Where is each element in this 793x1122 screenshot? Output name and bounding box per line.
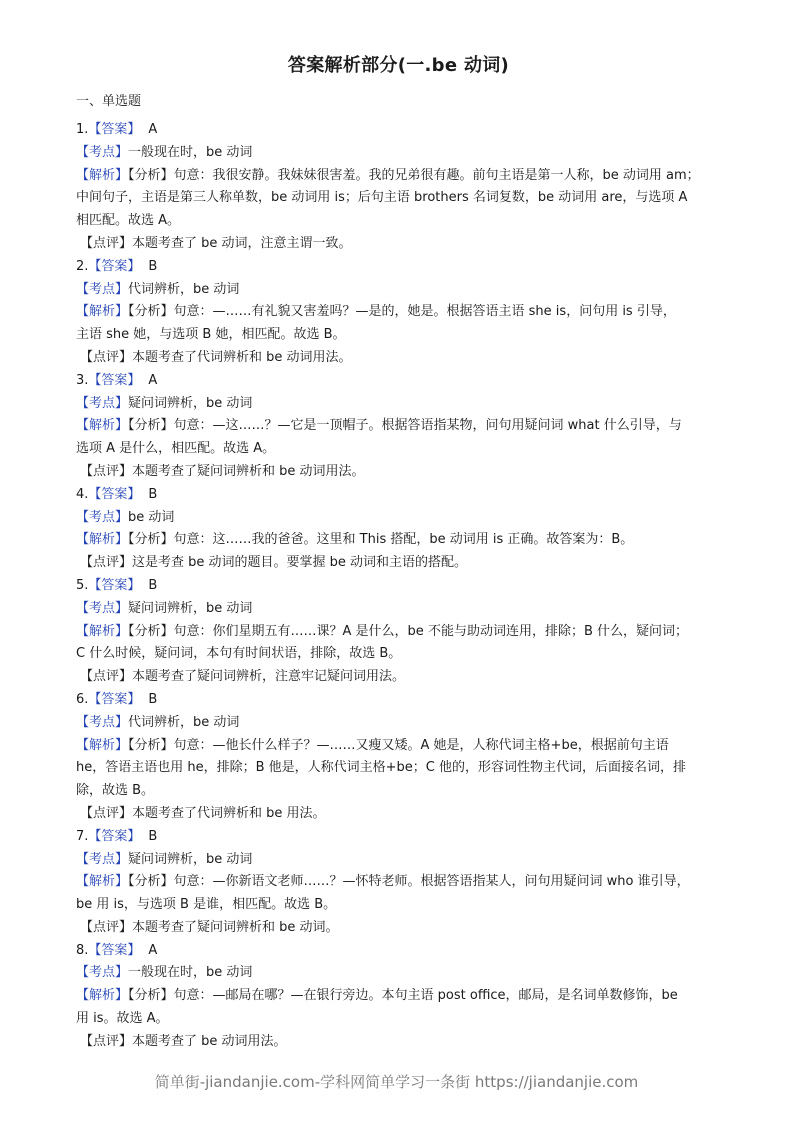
analysis-line	[76, 415, 721, 438]
analysis-text: 用 is。故选 A。	[76, 1011, 169, 1027]
fenxi-tag: 【分析】	[128, 304, 174, 320]
review-text: 本题考查了疑问词辨析和 be 动词。	[132, 919, 339, 935]
review-text: 本题考查了代词辨析和 be 用法。	[132, 805, 326, 821]
footer-watermark: 简单街-jiandanjie.com-学科网简单学习一条街 https://jiandanjie.com	[154, 1073, 639, 1091]
answer-tag: 【答案】	[88, 486, 141, 502]
answer-tag: 【答案】	[88, 828, 141, 844]
point-line	[76, 598, 721, 621]
point-text: 疑问词辨析，be 动词	[128, 395, 253, 411]
answer-tag: 【答案】	[88, 122, 141, 137]
answer-value: A	[148, 372, 158, 388]
analysis-tag: 【解析】	[76, 418, 129, 434]
answer-value: B	[148, 828, 158, 844]
review-text: 本题考查了疑问词辨析，注意牢记疑问词用法。	[132, 669, 406, 685]
analysis-text: 句意：—他长什么样子？—……又瘦又矮。A 她是，人称代词主格+be，根据前句主语	[173, 737, 669, 753]
analysis-line	[76, 780, 721, 803]
fenxi-tag: 【分析】	[128, 737, 174, 753]
analysis-line	[76, 871, 721, 894]
analysis-line	[76, 187, 721, 210]
answer-item	[76, 370, 721, 484]
review-line	[76, 917, 721, 940]
analysis-tag: 【解析】	[76, 304, 129, 320]
point-tag: 【考点】	[76, 509, 129, 525]
answer-item	[76, 119, 721, 256]
point-text: 疑问词辨析，be 动词	[128, 851, 253, 867]
point-tag: 【考点】	[76, 965, 129, 981]
analysis-tag: 【解析】	[76, 988, 129, 1004]
review-line	[76, 803, 721, 826]
answer-item	[76, 940, 721, 1054]
review-line	[76, 233, 721, 256]
answer-line	[76, 119, 721, 142]
point-tag: 【考点】	[76, 851, 129, 867]
point-line	[76, 393, 721, 416]
point-tag: 【考点】	[76, 714, 129, 730]
answer-item	[76, 689, 721, 826]
point-text: 代词辨析，be 动词	[128, 281, 240, 297]
answer-value: A	[148, 942, 158, 958]
review-line	[76, 666, 721, 689]
review-line	[76, 552, 721, 575]
answer-line	[76, 826, 721, 849]
answer-line	[76, 256, 721, 279]
analysis-text: 句意：—你新语文老师……？—怀特老师。根据答语指某人，问句用疑问词 who 谁引导，	[173, 874, 690, 890]
answer-tag: 【答案】	[88, 372, 141, 388]
analysis-line	[76, 529, 721, 552]
review-tag: 【点评】	[80, 235, 133, 251]
answer-line	[76, 484, 721, 507]
analysis-line	[76, 1008, 721, 1031]
point-tag: 【考点】	[76, 600, 129, 616]
review-line	[76, 1031, 721, 1054]
analysis-text: he，答语主语也用 he，排除；B 他是，人称代词主格+be；C 他的，形容词性物主代词，后面接名词，排	[76, 760, 687, 776]
analysis-text: 句意：—这……？—它是一顶帽子。根据答语指某物，问句用疑问词 what 什么引导，与	[173, 418, 682, 434]
answer-tag: 【答案】	[88, 577, 141, 593]
point-tag: 【考点】	[76, 144, 129, 160]
point-tag: 【考点】	[76, 395, 129, 411]
point-text: 一般现在时，be 动词	[128, 965, 253, 981]
review-text: 这是考查 be 动词的题目。要掌握 be 动词和主语的搭配。	[132, 555, 468, 571]
point-text: be 动词	[128, 509, 175, 525]
analysis-text: 句意：—……有礼貌又害羞吗？—是的，她是。根据答语主语 she is，问句用 is 引导，	[173, 304, 676, 320]
answer-value: A	[148, 122, 158, 137]
question-number: 7.	[76, 828, 89, 844]
question-number: 5.	[76, 577, 89, 593]
point-text: 一般现在时，be 动词	[128, 144, 253, 160]
review-tag: 【点评】	[80, 919, 133, 935]
analysis-text: 句意：我很安静。我妹妹很害羞。我的兄弟很有趣。前句主语是第一人称，be 动词用 am；	[173, 167, 700, 183]
question-number: 4.	[76, 486, 89, 502]
analysis-text: 相匹配。故选 A。	[76, 213, 181, 229]
analysis-line	[76, 301, 721, 324]
analysis-tag: 【解析】	[76, 874, 129, 890]
question-number: 2.	[76, 258, 89, 274]
answer-line	[76, 940, 721, 963]
analysis-text: 句意：你们星期五有……课？A 是什么，be 不能与助动词连用，排除；B 什么，疑问词；	[173, 623, 688, 639]
answer-tag: 【答案】	[88, 258, 141, 274]
analysis-text: 除，故选 B。	[76, 783, 155, 799]
fenxi-tag: 【分析】	[128, 418, 174, 434]
analysis-text: C 什么时候，疑问词，本句有时间状语，排除，故选 B。	[76, 646, 402, 662]
analysis-line	[76, 757, 721, 780]
review-tag: 【点评】	[80, 555, 133, 571]
review-line	[76, 347, 721, 370]
analysis-tag: 【解析】	[76, 737, 129, 753]
point-tag: 【考点】	[76, 281, 129, 297]
answer-item	[76, 575, 721, 689]
review-tag: 【点评】	[80, 349, 133, 365]
answer-line	[76, 575, 721, 598]
answer-item	[76, 826, 721, 940]
answer-tag: 【答案】	[88, 942, 141, 958]
point-line	[76, 849, 721, 872]
question-number: 3.	[76, 372, 89, 388]
analysis-tag: 【解析】	[76, 167, 129, 183]
analysis-text: 句意：—邮局在哪？—在银行旁边。本句主语 post office，邮局，是名词单数修饰，be	[173, 988, 678, 1004]
question-number: 1.	[76, 122, 89, 137]
review-text: 本题考查了 be 动词，注意主谓一致。	[132, 235, 352, 251]
analysis-tag: 【解析】	[76, 623, 129, 639]
answer-item	[76, 484, 721, 575]
review-tag: 【点评】	[80, 1033, 133, 1049]
answer-line	[76, 370, 721, 393]
point-text: 疑问词辨析，be 动词	[128, 600, 253, 616]
point-line	[76, 279, 721, 302]
answer-value: B	[148, 577, 158, 593]
answer-item	[76, 256, 721, 370]
answer-value: B	[148, 486, 158, 502]
analysis-text: 主语 she 她，与选项 B 她，相匹配。故选 B。	[76, 327, 346, 343]
analysis-text: 中间句子，主语是第三人称单数，be 动词用 is；后句主语 brothers 名词复数，be 动词用 are，与选项 A	[76, 190, 688, 206]
point-text: 代词辨析，be 动词	[128, 714, 240, 730]
analysis-line	[76, 894, 721, 917]
review-text: 本题考查了 be 动词用法。	[132, 1033, 287, 1049]
analysis-line	[76, 735, 721, 758]
fenxi-tag: 【分析】	[128, 623, 174, 639]
analysis-line	[76, 621, 721, 644]
review-tag: 【点评】	[80, 463, 133, 479]
answer-line	[76, 689, 721, 712]
question-number: 6.	[76, 691, 89, 707]
point-line	[76, 712, 721, 735]
answer-value: B	[148, 258, 158, 274]
point-line	[76, 142, 721, 165]
answer-value: B	[148, 691, 158, 707]
fenxi-tag: 【分析】	[128, 988, 174, 1004]
review-tag: 【点评】	[80, 805, 133, 821]
point-line	[76, 507, 721, 530]
analysis-line	[76, 165, 721, 188]
review-line	[76, 461, 721, 484]
analysis-line	[76, 643, 721, 666]
question-number: 8.	[76, 942, 89, 958]
analysis-line	[76, 210, 721, 233]
analysis-line	[76, 985, 721, 1008]
section-heading: 一、单选题	[76, 94, 142, 109]
analysis-tag: 【解析】	[76, 532, 129, 548]
analysis-text: be 用 is，与选项 B 是谁，相匹配。故选 B。	[76, 897, 337, 913]
fenxi-tag: 【分析】	[128, 167, 174, 183]
answer-list	[76, 119, 721, 1054]
point-line	[76, 962, 721, 985]
review-text: 本题考查了代词辨析和 be 动词用法。	[132, 349, 352, 365]
answer-tag: 【答案】	[88, 691, 141, 707]
page-title: 答案解析部分(一.be 动词)	[287, 55, 510, 76]
analysis-text: 选项 A 是什么，相匹配。故选 A。	[76, 441, 276, 457]
analysis-line	[76, 438, 721, 461]
review-text: 本题考查了疑问词辨析和 be 动词用法。	[132, 463, 365, 479]
analysis-line	[76, 324, 721, 347]
fenxi-tag: 【分析】	[128, 874, 174, 890]
review-tag: 【点评】	[80, 669, 133, 685]
analysis-text: 句意：这……我的爸爸。这里和 This 搭配，be 动词用 is 正确。故答案为：B。	[173, 532, 634, 548]
fenxi-tag: 【分析】	[128, 532, 174, 548]
